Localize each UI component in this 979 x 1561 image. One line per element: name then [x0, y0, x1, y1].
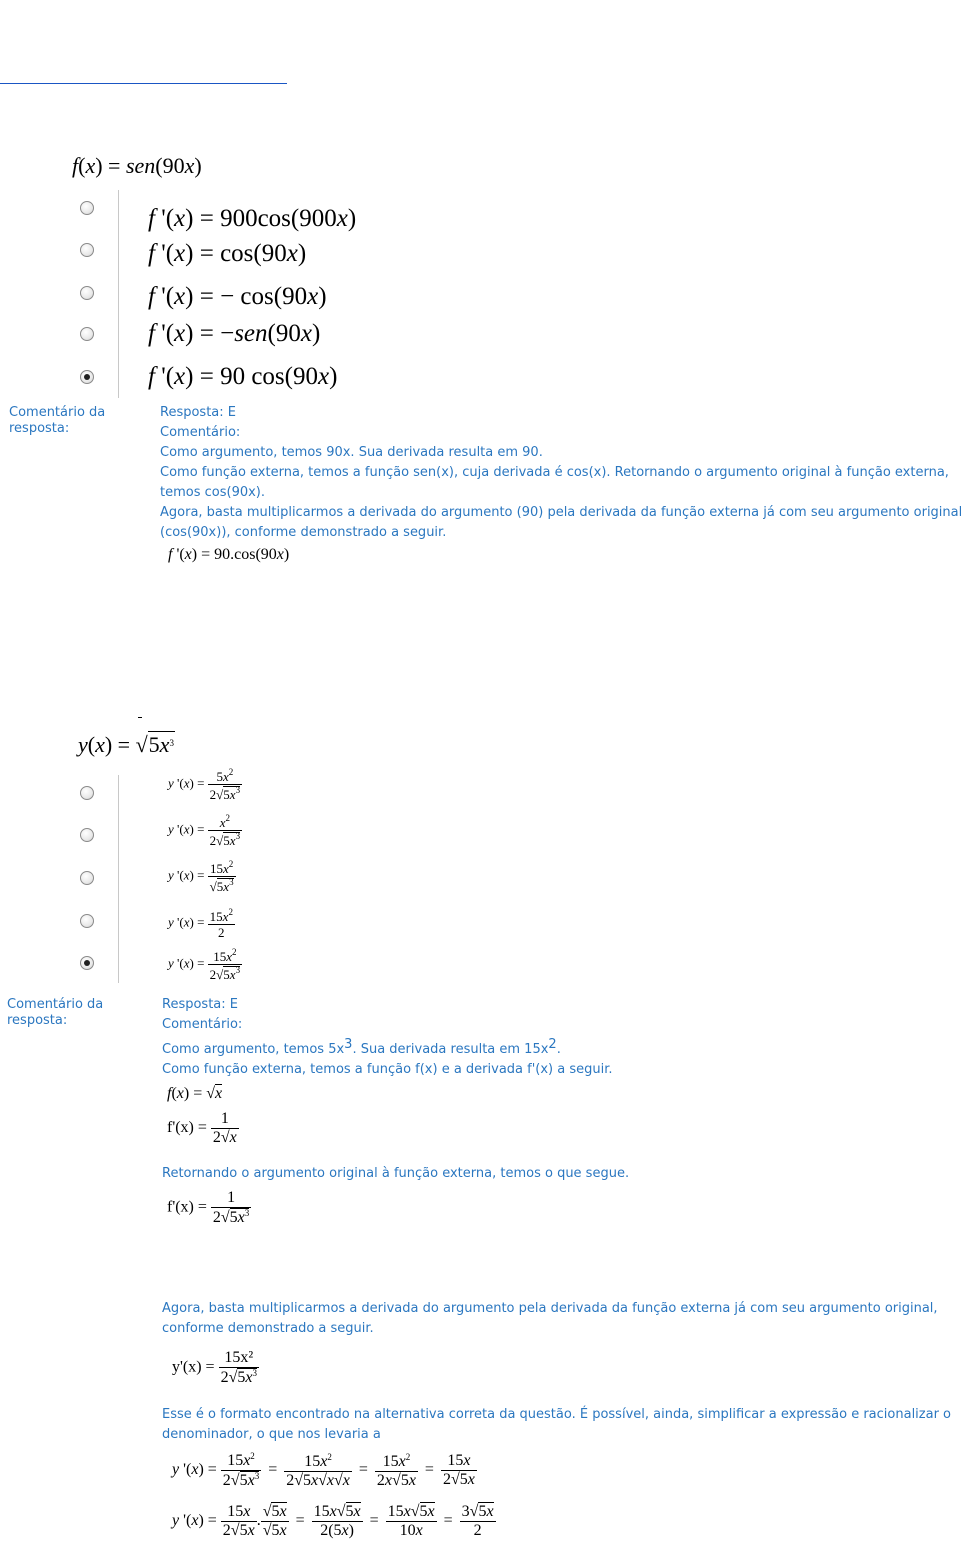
q1-radio-d[interactable]: [80, 327, 94, 341]
q1-comment-arg: Como argumento, temos 90x. Sua derivada resulta em 90.: [160, 445, 543, 460]
q1-radio-c[interactable]: [80, 286, 94, 300]
q2-dash-mark: [138, 717, 142, 718]
q2-comment-top: [162, 995, 974, 1080]
q1-comment: [160, 403, 972, 543]
q2-fprime-1: f'(x) = $\frac{1}{2√x}$: [167, 1110, 237, 1146]
q2-yprime-result: y'(x) = $\frac{\text{15x²}}{2√5x^3}$: [172, 1349, 257, 1386]
q2-fprime-2: f'(x) = $\frac{1}{2√5x^3}$: [167, 1189, 250, 1226]
q2-option-e-formula: y '(x) = $\frac{15x^2}{2√5x^3}$: [168, 947, 241, 982]
q1-function: f(x) = sen(90x): [72, 153, 202, 178]
q2-comment-label-line2: resposta:: [7, 1013, 68, 1028]
q1-radio-b[interactable]: [80, 243, 94, 257]
q2-arg-b: . Sua derivada resulta em 15x: [352, 1042, 549, 1057]
q2-radio-e[interactable]: [80, 956, 94, 970]
q2-arg-a: Como argumento, temos 5x: [162, 1042, 345, 1057]
q2-fprime-label-2: f'(x) =: [167, 1198, 207, 1216]
q2-fx-sqrt: f(x) = √x: [167, 1085, 223, 1102]
q1-result-formula: f '(x) = 90.cos(90x): [168, 546, 290, 563]
q2-arg-sup1: 3: [344, 1037, 353, 1052]
q2-yprime-num: 15x²: [224, 1349, 254, 1366]
q1-comment-external: Como função externa, temos a função sen(x), cuja derivada é cos(x). Retornando o argumento original à função externa, temos cos(90x).: [160, 465, 949, 500]
q1-option-e-formula: f '(x) = 90 cos(90x): [148, 363, 338, 390]
q2-comment-label: [7, 997, 103, 1029]
q2-radio-a[interactable]: [80, 786, 94, 800]
q2-chain-1: y '(x) = $\frac{15x^2}{2√5x^3}$ = $\frac{15x^2}{2√5x√x√x}$ = $\frac{15x^2}{2x√5x}$ = $\frac{15x}{2√5x}$: [172, 1451, 475, 1489]
q1-comment-multiply: Agora, basta multiplicarmos a derivada do argumento (90) pela derivada da função externa já com seu argumento original (cos(90x)), conforme demonstrado a seguir.: [160, 505, 963, 540]
q2-option-b-formula: y '(x) = $\frac{x^2}{2√5x^3}$: [168, 813, 241, 848]
q2-yprime-label: y'(x) =: [172, 1358, 215, 1376]
q1-radio-e[interactable]: [80, 370, 94, 384]
q2-option-c-formula: y '(x) = $\frac{15x^2}{√5x^3}$: [168, 859, 234, 894]
q2-comment-multiply: [162, 1299, 974, 1339]
q2-radio-d[interactable]: [80, 914, 94, 928]
q2-option-a-formula: y '(x) = $\frac{5x^2}{2√5x^3}$: [168, 767, 241, 802]
q1-comment-label-line1: Comentário da: [9, 405, 106, 420]
q2-radio-b[interactable]: [80, 828, 94, 842]
q2-comment-simplify: [162, 1405, 974, 1445]
q1-option-a-formula: f '(x) = 900cos(900x): [148, 205, 357, 232]
q2-simplify-text: Esse é o formato encontrado na alternativa correta da questão. É possível, ainda, simplificar a expressão e racionalizar o denominador, o que nos levaria a: [162, 1407, 952, 1442]
q2-comment-returning: [162, 1164, 974, 1184]
q1-option-c-formula: f '(x) = − cos(90x): [148, 283, 327, 310]
q2-arg-c: .: [556, 1042, 561, 1057]
q1-radio-a[interactable]: [80, 201, 94, 215]
q2-returning-text: Retornando o argumento original à função externa, temos o que segue.: [162, 1166, 630, 1181]
q2-comment-arg: [162, 1035, 974, 1060]
q2-arg-sup2: 2: [548, 1037, 557, 1052]
q2-radio-c[interactable]: [80, 871, 94, 885]
q1-comment-label: [9, 405, 105, 437]
q2-fprime-1-num: 1: [220, 1110, 229, 1127]
q2-function: $y(x) = √5x^3$: [78, 732, 174, 757]
q1-answer: Resposta: E: [160, 405, 236, 420]
q2-comment-label-line1: Comentário da: [7, 997, 104, 1012]
q2-option-d-formula: y '(x) = $\frac{15x^2}{2}$: [168, 907, 233, 940]
top-link-underline[interactable]: [0, 83, 287, 84]
q1-option-divider: [118, 190, 119, 398]
q2-answer: Resposta: E: [162, 997, 238, 1012]
q1-option-b-formula: f '(x) = cos(90x): [148, 240, 307, 267]
q1-option-d-formula: f '(x) = −sen(90x): [148, 320, 321, 347]
q2-comment-heading: Comentário:: [162, 1017, 243, 1032]
q2-chain-2: y '(x) = $\frac{15x}{2√5x}$ . $\frac{√5x}{√5x}$ = $\frac{15x√5x}{2(5x)}$ = $\frac{15x√5x}{10x}$ = $\frac{3√5x}{2}$: [172, 1503, 494, 1539]
q2-comment-external: Como função externa, temos a função f(x) e a derivada f'(x) a seguir.: [162, 1062, 613, 1077]
q2-multiply-text: Agora, basta multiplicarmos a derivada do argumento pela derivada da função externa já com seu argumento original, conforme demonstrado a seguir.: [162, 1301, 938, 1336]
q1-comment-label-line2: resposta:: [9, 421, 70, 436]
q2-fprime-2-num: 1: [227, 1189, 236, 1206]
q2-fprime-label-1: f'(x) =: [167, 1119, 207, 1137]
q1-comment-heading: Comentário:: [160, 425, 241, 440]
q2-option-divider: [118, 775, 119, 983]
